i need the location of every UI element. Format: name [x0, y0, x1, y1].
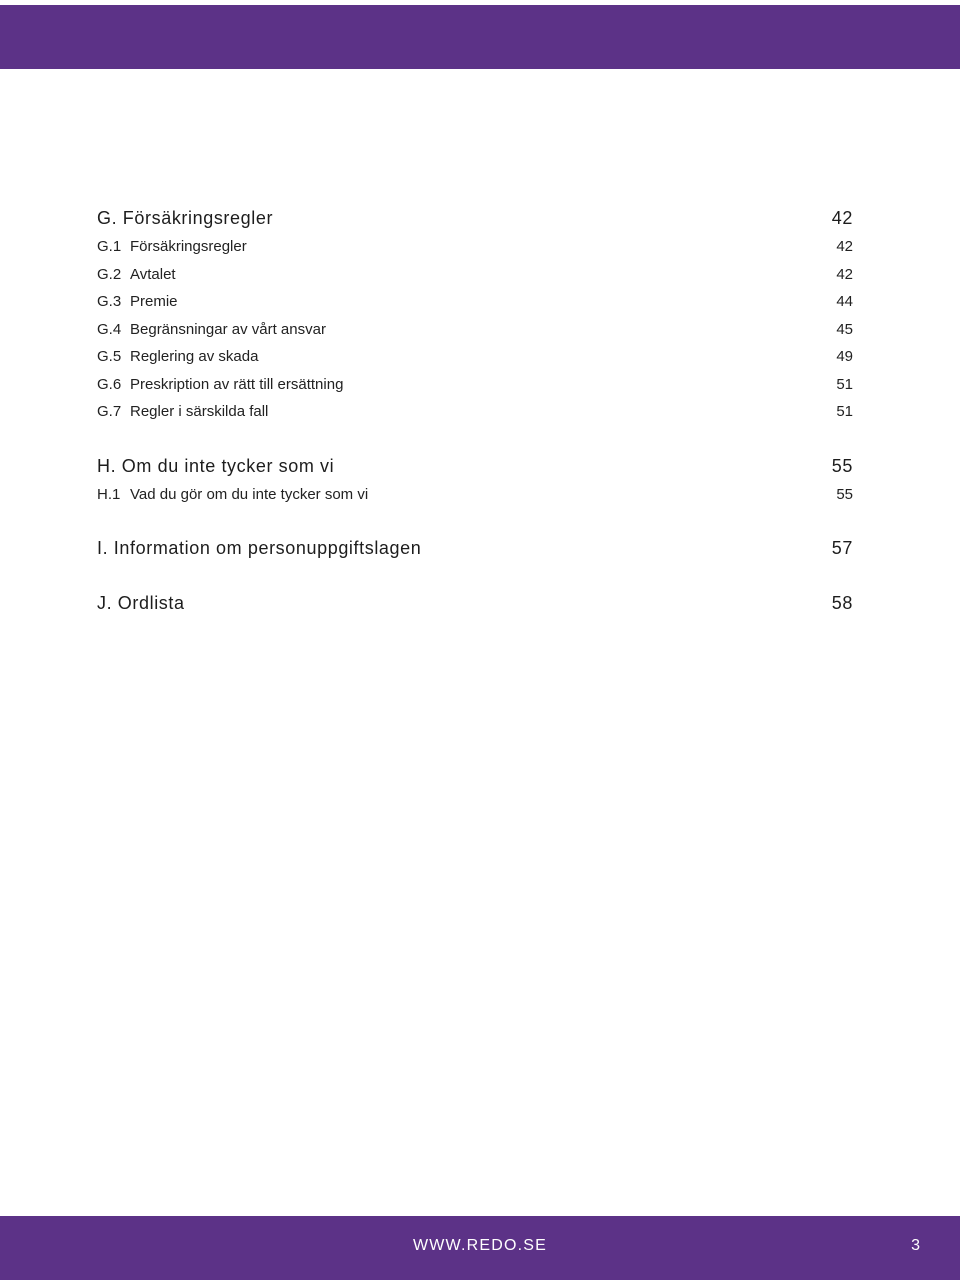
toc-section-i [97, 534, 853, 563]
toc-item-text [97, 371, 343, 399]
toc-item-text [97, 316, 326, 344]
toc-item-number: G.7 [97, 403, 122, 420]
toc-item-label: Avtalet [130, 265, 176, 283]
toc-item-number: H.1 [97, 485, 121, 503]
toc-item-text [97, 288, 178, 316]
footer-website-link[interactable]: WWW.REDO.SE [412, 1237, 548, 1254]
toc-item-page: 55 [836, 485, 853, 503]
toc-item-number: G.6 [97, 375, 122, 393]
toc-item-number: G.3 [97, 293, 122, 310]
toc-item-g6[interactable] [97, 371, 853, 399]
toc-item-label: Reglering av skada [130, 348, 259, 365]
table-of-contents [97, 204, 853, 644]
toc-item-text [97, 261, 176, 289]
toc-item-text [97, 398, 268, 426]
toc-heading-page: 42 [831, 208, 853, 228]
toc-item-label: Begränsningar av vårt ansvar [130, 320, 326, 338]
toc-item-label: Premie [130, 293, 178, 310]
toc-heading-i[interactable] [97, 534, 853, 563]
toc-heading-title: I. Information om personuppgiftslagen [97, 538, 422, 558]
toc-heading-j[interactable] [97, 589, 853, 618]
toc-item-text [97, 343, 258, 371]
header-band [0, 5, 960, 69]
footer-page-number: 3 [911, 1237, 920, 1254]
toc-item-g3[interactable] [97, 288, 853, 316]
toc-item-g1[interactable] [97, 233, 853, 261]
toc-item-page: 42 [836, 238, 853, 255]
toc-item-page: 49 [836, 348, 853, 365]
toc-item-number: G.2 [97, 265, 122, 283]
toc-item-label: Preskription av rätt till ersättning [130, 375, 344, 393]
toc-heading-title: J. Ordlista [97, 593, 185, 613]
toc-item-text [97, 233, 247, 261]
toc-heading-page: 58 [831, 593, 853, 613]
toc-item-g4[interactable] [97, 316, 853, 344]
toc-heading-h[interactable] [97, 452, 853, 481]
toc-item-g2[interactable] [97, 261, 853, 289]
toc-heading-title: H. Om du inte tycker som vi [97, 455, 335, 476]
toc-item-g7[interactable] [97, 398, 853, 426]
toc-item-g5[interactable] [97, 343, 853, 371]
toc-heading-title: G. Försäkringsregler [97, 208, 274, 228]
toc-item-number: G.1 [97, 238, 122, 255]
toc-heading-page: 55 [831, 455, 853, 476]
toc-heading-page: 57 [831, 538, 853, 558]
footer-band [0, 1216, 960, 1280]
toc-item-label: Vad du gör om du inte tycker som vi [130, 485, 369, 503]
toc-item-page: 44 [836, 293, 853, 310]
toc-item-page: 45 [836, 320, 853, 338]
toc-item-number: G.5 [97, 348, 122, 365]
toc-section-g [97, 204, 853, 426]
toc-item-text [97, 481, 368, 509]
toc-item-label: Regler i särskilda fall [130, 403, 269, 420]
toc-item-number: G.4 [97, 320, 122, 338]
toc-item-page: 51 [836, 375, 853, 393]
toc-section-h [97, 452, 853, 509]
toc-item-page: 51 [836, 403, 853, 420]
toc-item-label: Försäkringsregler [130, 238, 247, 255]
toc-section-j [97, 589, 853, 618]
toc-item-page: 42 [836, 265, 853, 283]
toc-heading-g[interactable] [97, 204, 853, 233]
toc-item-h1[interactable] [97, 481, 853, 509]
